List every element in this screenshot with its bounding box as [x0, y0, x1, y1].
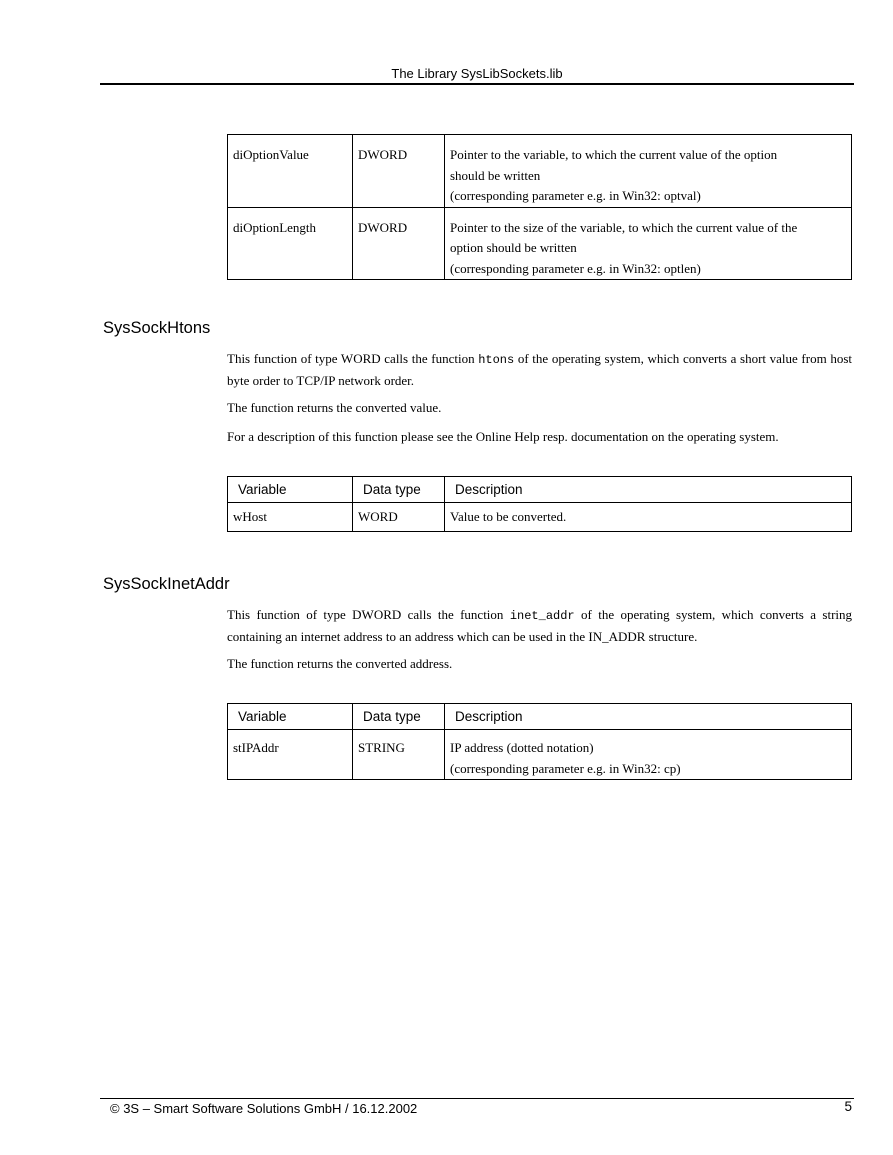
table-row	[228, 207, 852, 280]
htons-description	[227, 349, 852, 391]
desc-line: option should be written	[450, 240, 577, 255]
page-number: 5	[844, 1099, 852, 1114]
column-header: Variable	[228, 704, 353, 730]
cell-type: DWORD	[353, 135, 445, 208]
cell-description: Value to be converted.	[445, 503, 852, 532]
table-row	[228, 135, 852, 208]
header-rule	[100, 83, 854, 85]
column-header: Data type	[353, 477, 445, 503]
desc-line: Pointer to the size of the variable, to which the current value of the	[450, 219, 798, 235]
cell-variable: stIPAddr	[228, 730, 353, 780]
footer-rule	[100, 1098, 854, 1099]
table-header-row	[228, 704, 852, 730]
htons-help-text: For a description of this function please see the Online Help resp. documentation on the operating system.	[227, 429, 779, 444]
text-span: of the operating system, which converts a string containing an internet address to an address which can be used in the IN_ADDR structure.	[227, 607, 853, 644]
cell-variable: diOptionLength	[228, 207, 353, 280]
section-heading-htons: SysSockHtons	[103, 319, 211, 337]
cell-type: STRING	[353, 730, 445, 780]
cell-variable: diOptionValue	[228, 135, 353, 208]
table-row	[228, 730, 852, 780]
text-span: of the operating system, which converts a short value from host byte order to TCP/IP network order.	[227, 351, 852, 388]
cell-description	[445, 730, 852, 780]
section-heading-inetaddr: SysSockInetAddr	[103, 575, 230, 593]
desc-line: (corresponding parameter e.g. in Win32: optval)	[450, 188, 701, 203]
desc-line: IP address (dotted notation)	[450, 740, 594, 755]
htons-variable-table	[227, 476, 852, 532]
cell-type: WORD	[353, 503, 445, 532]
cell-description	[445, 207, 852, 280]
desc-line: (corresponding parameter e.g. in Win32: cp)	[450, 761, 681, 776]
page-header-title: The Library SysLibSockets.lib	[391, 66, 563, 81]
column-header: Description	[445, 704, 852, 730]
htons-return-text: The function returns the converted value.	[227, 400, 442, 415]
cell-description	[445, 135, 852, 208]
inetaddr-return-text: The function returns the converted address.	[227, 656, 453, 671]
desc-line: (corresponding parameter e.g. in Win32: optlen)	[450, 260, 701, 276]
cell-type: DWORD	[353, 207, 445, 280]
function-name-code: htons	[478, 353, 515, 367]
desc-line: should be written	[450, 167, 541, 183]
text-span: This function of type WORD calls the function	[227, 351, 479, 366]
table-header-row	[228, 477, 852, 503]
inetaddr-description	[227, 605, 852, 647]
table-row	[228, 503, 852, 532]
column-header: Description	[445, 477, 852, 503]
parameter-table-continued	[227, 134, 852, 280]
cell-variable: wHost	[228, 503, 353, 532]
column-header: Data type	[353, 704, 445, 730]
column-header: Variable	[228, 477, 353, 503]
footer-copyright: © 3S – Smart Software Solutions GmbH / 16.12.2002	[110, 1101, 418, 1116]
text-span: This function of type DWORD calls the function	[227, 607, 510, 622]
desc-line: Pointer to the variable, to which the current value of the option	[450, 147, 778, 162]
function-name-code: inet_addr	[509, 609, 575, 623]
inetaddr-variable-table	[227, 703, 852, 780]
